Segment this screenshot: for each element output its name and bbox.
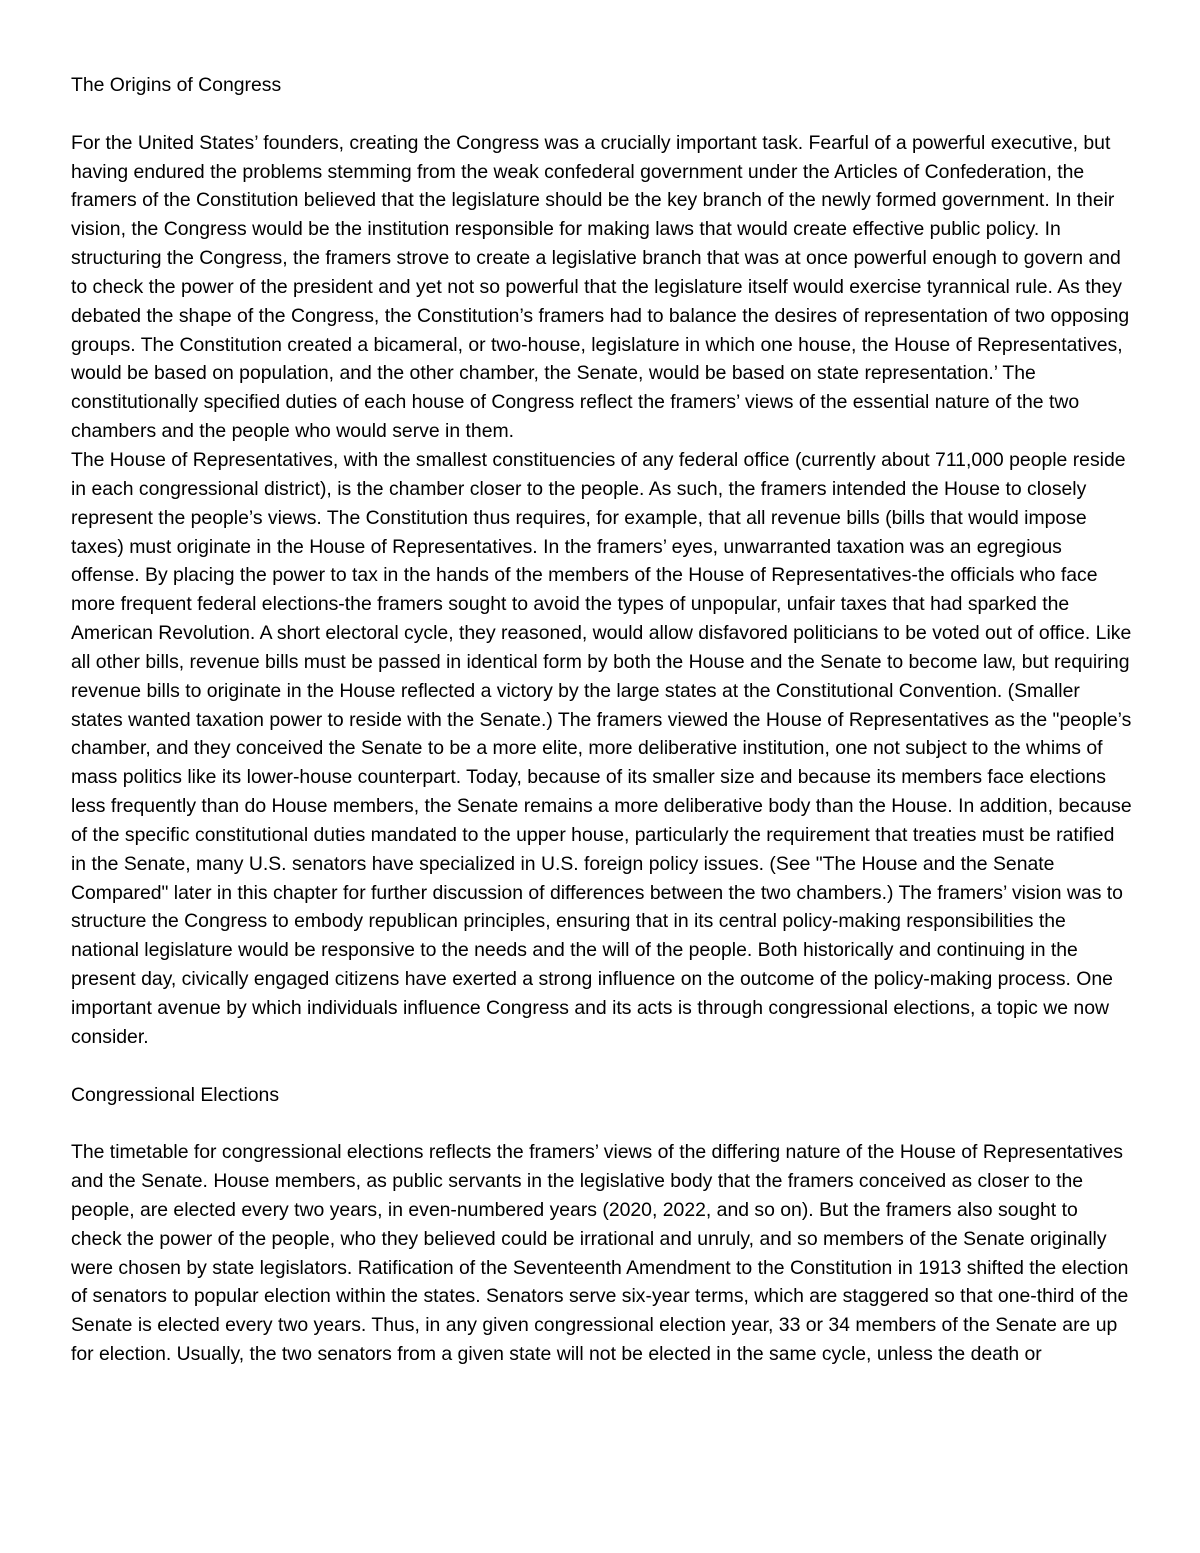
- document-page: [71, 71, 1133, 1369]
- paragraph-elections-1: The timetable for congressional elections reflects the framers’ views of the differing nature of the House of Representatives and the Senate. House members, as public servants in the legislative body that the framers conceived as closer to the people, are elected every two years, in even-numbered years (2020, 2022, and so on). But the framers also sought to check the power of the people, who they believed could be irrational and unruly, and so members of the Senate originally were chosen by state legislators. Ratification of the Seventeenth Amendment to the Constitution in 1913 shifted the election of senators to popular election within the states. Senators serve six-year terms, which are staggered so that one-third of the Senate is elected every two years. Thus, in any given congressional election year, 33 or 34 members of the Senate are up for election. Usually, the two senators from a given state will not be elected in the same cycle, unless the death or: [71, 1141, 1129, 1366]
- section-title-origins: The Origins of Congress: [71, 74, 282, 96]
- paragraph-origins-2: The House of Representatives, with the smallest constituencies of any federal office (currently about 711,000 people reside in each congressional district), is the chamber closer to the people. As such, the framers intended the House to closely represent the people’s views. The Constitution thus requires, for example, that all revenue bills (bills that would impose taxes) must originate in the House of Representatives. In the framers’ eyes, unwarranted taxation was an egregious offense. By placing the power to tax in the hands of the members of the House of Representatives-the officials who face more frequent federal elections-the framers sought to avoid the types of unpopular, unfair taxes that had sparked the American Revolution. A short electoral cycle, they reasoned, would allow disfavored politicians to be voted out of office. Like all other bills, revenue bills must be passed in identical form by both the House and the Senate to become law, but requiring revenue bills to originate in the House reflected a victory by the large states at the Constitutional Convention. (Smaller states wanted taxation power to reside with the Senate.) The framers viewed the House of Representatives as the "people’s chamber, and they conceived the Senate to be a more elite, more deliberative institution, one not subject to the whims of mass politics like its lower-house counterpart. Today, because of its smaller size and because its members face elections less frequently than do House members, the Senate remains a more deliberative body than the House. In addition, because of the specific constitutional duties mandated to the upper house, particularly the requirement that treaties must be ratified in the Senate, many U.S. senators have specialized in U.S. foreign policy issues. (See "The House and the Senate Compared" later in this chapter for further discussion of differences between the two chambers.) The framers’ vision was to structure the Congress to embody republican principles, ensuring that in its central policy-making responsibilities the national legislature would be responsive to the needs and the will of the people. Both historically and continuing in the present day, civically engaged citizens have exerted a strong influence on the outcome of the policy-making process. One important avenue by which individuals influence Congress and its acts is through congressional elections, a topic we now consider.: [71, 448, 1132, 1048]
- section-title-elections: Congressional Elections: [71, 1083, 280, 1106]
- spacer: [71, 1052, 1133, 1081]
- paragraph-origins-1: For the United States’ founders, creating the Congress was a crucially important task. Fearful of a powerful executive, but having endured the problems stemming from the weak confederal government under the Articles of Confederation, the framers of the Constitution believed that the legislature should be the key branch of the newly formed government. In their vision, the Congress would be the institution responsible for making laws that would create effective public policy. In structuring the Congress, the framers strove to create a legislative branch that was at once powerful enough to govern and to check the power of the president and yet not so powerful that the legislature itself would exercise tyrannical rule. As they debated the shape of the Congress, the Constitution’s framers had to balance the desires of representation of two opposing groups. The Constitution created a bicameral, or two-house, legislature in which one house, the House of Representatives, would be based on population, and the other chamber, the Senate, would be based on state representation.’ The constitutionally specified duties of each house of Congress reflect the framers’ views of the essential nature of the two chambers and the people who would serve in them.: [71, 131, 1130, 443]
- spacer: [71, 1109, 1133, 1138]
- spacer: [71, 100, 1133, 129]
